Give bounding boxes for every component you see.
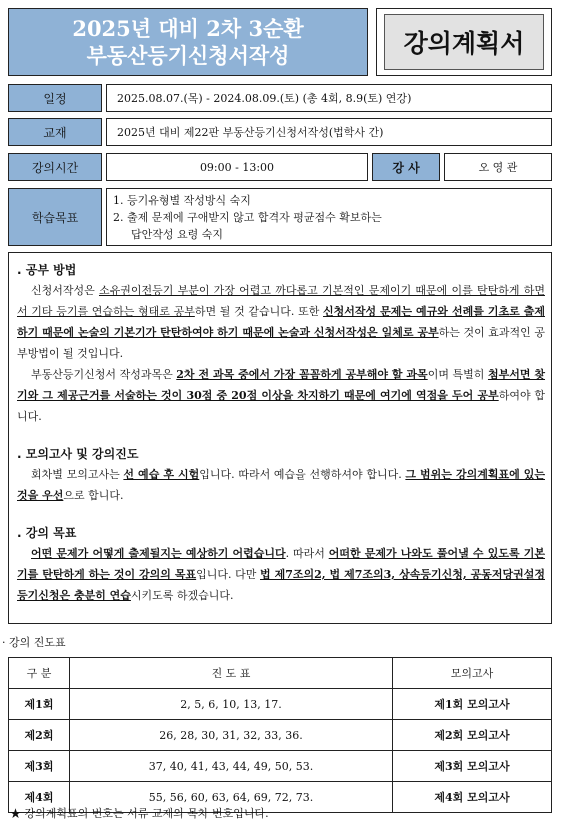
course-title-line2: 부동산등기신청서작성 (86, 43, 290, 68)
mock-exam-title: . 모의고사 및 강의진도 (17, 447, 139, 461)
pages-cell: 2, 5, 6, 10, 13, 17. (70, 689, 393, 720)
table-row (9, 689, 552, 720)
col-round-header: 구 분 (9, 658, 70, 689)
doc-type-title: 강의계획서 (384, 14, 544, 70)
schedule-value: 2025.08.07.(목) - 2024.08.09.(토) (총 4회, 8.9(토) 연강) (106, 84, 552, 112)
course-title-line1: 2025년 대비 2차 3순환 (72, 16, 304, 41)
instructor-label: 강 사 (372, 153, 440, 181)
mock-exam-para: 회차별 모의고사는 선 예습 후 시험입니다. 따라서 예습을 선행하셔야 합니다. 그 범위는 강의계획표에 있는 것을 우선으로 합니다. (17, 468, 545, 502)
progress-caption: · 강의 진도표 (2, 636, 66, 649)
course-goal-para: 어떤 문제가 어떻게 출제될지는 예상하기 어렵습니다. 따라서 어떠한 문제가 나와도 풀어낼 수 있도록 기본기를 탄탄하게 하는 것이 강의의 목표입니다. 다만 법 제7조의2, 법 제7조의3, 상속등기신청, 공동저당권설정등기신청은 충분히 연습시키도록 하겠습니다. (17, 547, 546, 602)
study-method-para2: 부동산등기신청서 작성과목은 2차 전 과목 중에서 가장 꼼꼼하게 공부해야 할 과목이며 특별히 첨부서면 찾기와 그 제공근거를 서술하는 것이 30점 중 20점 이상을 차지하기 때문에 여기에 역점을 두어 공부하여야 합니다. (17, 368, 546, 423)
round-cell: 제4회 (9, 782, 70, 813)
study-method-title: . 공부 방법 (17, 263, 77, 277)
round-cell: 제1회 (9, 689, 70, 720)
table-row (9, 751, 552, 782)
exam-cell: 제3회 모의고사 (393, 751, 552, 782)
time-value: 09:00 - 13:00 (106, 153, 368, 181)
progress-footnote: ★ 강의계획표의 번호는 서류 교재의 목차 번호입니다. (10, 807, 269, 820)
table-row (9, 720, 552, 751)
pages-cell: 37, 40, 41, 43, 44, 49, 50, 53. (70, 751, 393, 782)
schedule-label: 일정 (8, 84, 102, 112)
progress-table (8, 657, 552, 813)
study-method-para1: 신청서작성은 소유권이전등기 부분이 가장 어렵고 까다롭고 기본적인 문제이기 때문에 이를 탄탄하게 하면서 기타 등기를 연습하는 형태로 공부하면 될 것 같습니다. 또한 신청서작성 문제는 예규와 선례를 기초로 출제하기 때문에 논술의 기본기가 탄탄하여야 하기 때문에 논술과 신청서작성은 일체로 공부하는 것이 효과적인 공부방법이 될 것입니다. (17, 284, 545, 360)
col-progress-header: 진 도 표 (70, 658, 393, 689)
goal-label: 학습목표 (8, 188, 102, 246)
doc-type-box (376, 8, 552, 76)
exam-cell: 제2회 모의고사 (393, 720, 552, 751)
time-label: 강의시간 (8, 153, 102, 181)
exam-cell: 제4회 모의고사 (393, 782, 552, 813)
goal-item-2-cont: 답안작성 요령 숙지 (131, 227, 224, 241)
goal-value (106, 188, 552, 246)
exam-cell: 제1회 모의고사 (393, 689, 552, 720)
pages-cell: 26, 28, 30, 31, 32, 33, 36. (70, 720, 393, 751)
course-title-banner (8, 8, 368, 76)
goal-item-2: 2. 출제 문제에 구애받지 않고 합격자 평균점수 확보하는 (113, 210, 382, 224)
round-cell: 제3회 (9, 751, 70, 782)
textbook-label: 교재 (8, 118, 102, 146)
instructor-value: 오 영 관 (444, 153, 552, 181)
pages-cell: 55, 56, 60, 63, 64, 69, 72, 73. (70, 782, 393, 813)
round-cell: 제2회 (9, 720, 70, 751)
course-goal-title: . 강의 목표 (17, 526, 77, 540)
col-exam-header: 모의고사 (393, 658, 552, 689)
course-details-box (8, 252, 552, 624)
goal-item-1: 1. 등기유형별 작성방식 숙지 (113, 193, 251, 207)
textbook-value: 2025년 대비 제22판 부동산등기신청서작성(법학사 간) (106, 118, 552, 146)
